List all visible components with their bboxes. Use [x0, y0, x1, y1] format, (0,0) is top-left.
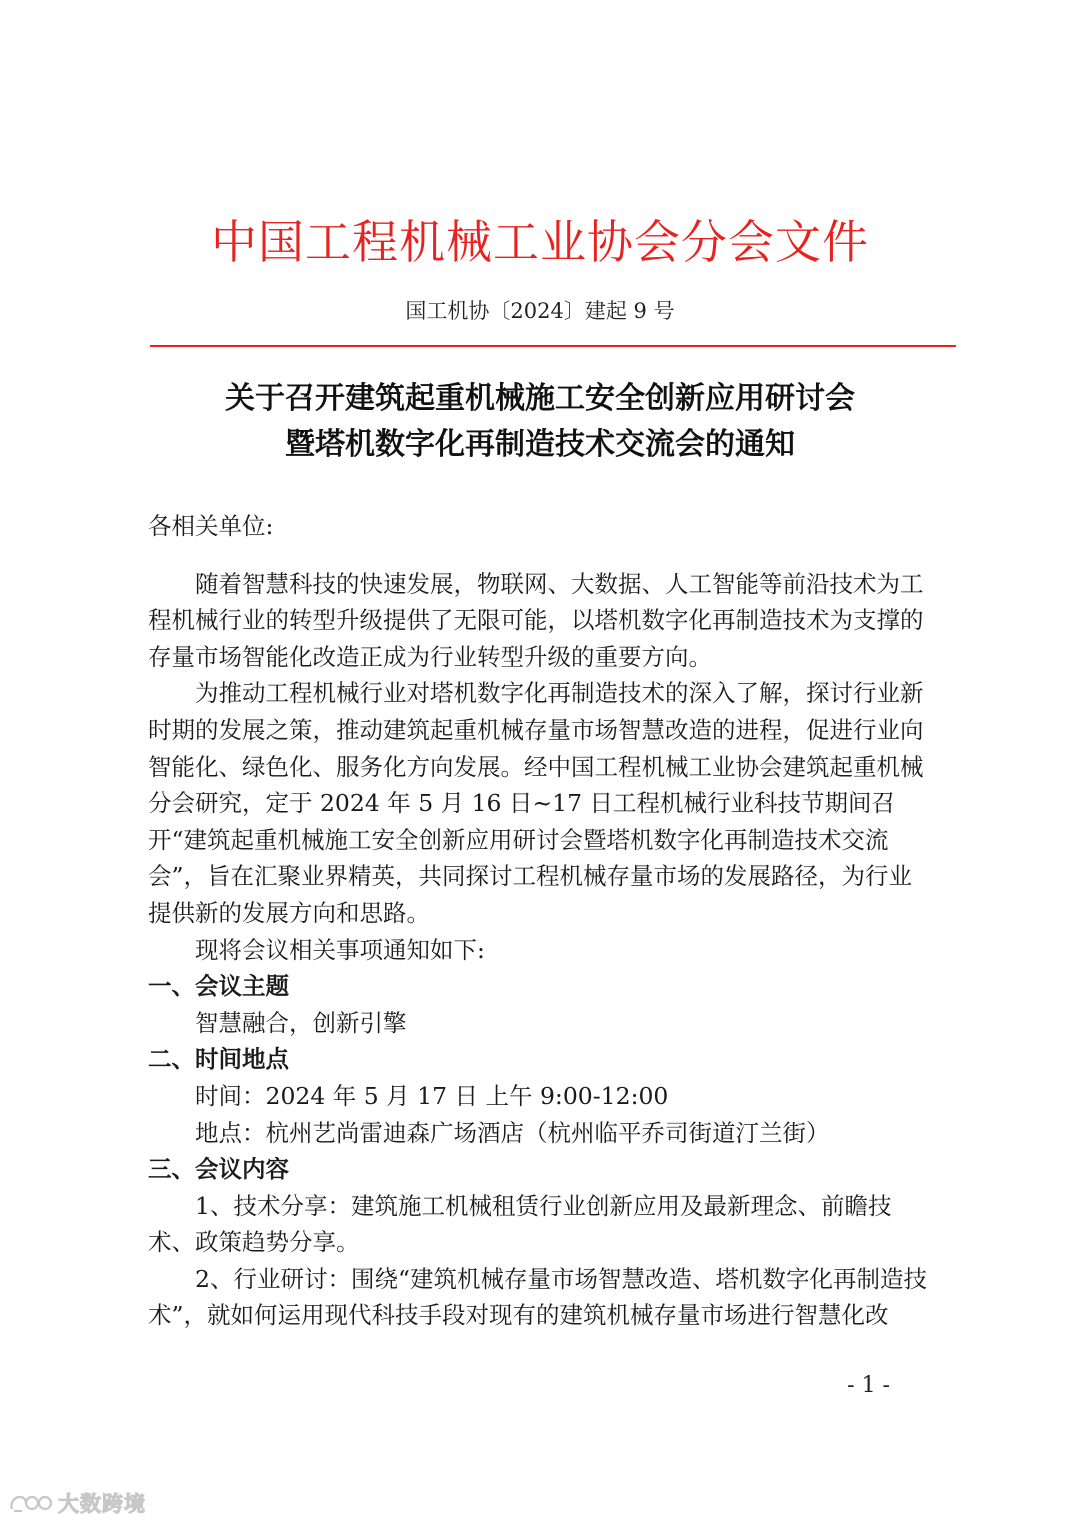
brand-logo-icon: [8, 1491, 54, 1515]
red-divider-line: [150, 345, 956, 347]
watermark: [8, 1488, 146, 1518]
salutation: 各相关单位:: [148, 512, 274, 540]
paragraph-purpose: 为推动工程机械行业对塔机数字化再制造技术的深入了解，探讨行业新时期的发展之策，推动建筑起重机械存量市场智慧改造的进程，促进行业向智能化、绿色化、服务化方向发展。经中国工程机械工业协会建筑起重机械分会研究，定于 2024 年 5 月 16 日~17 日工程机械行业科技节期间召开“建筑起重机械施工安全创新应用研讨会暨塔机数字化再制造技术交流会”，旨在汇聚业界精英，共同探讨工程机械存量市场的发展路径，为行业提供新的发展方向和思路。: [148, 679, 924, 927]
section-heading-time-place: 二、时间地点: [148, 1045, 289, 1074]
meeting-place: 地点：杭州艺尚雷迪森广场酒店（杭州临平乔司街道汀兰街）: [195, 1118, 830, 1147]
notice-title-line-1: 关于召开建筑起重机械施工安全创新应用研讨会: [225, 381, 855, 416]
content-item-2: 2、行业研讨：围绕“建筑机械存量市场智慧改造、塔机数字化再制造技术”，就如何运用现代科技手段对现有的建筑机械存量市场进行智慧化改: [148, 1264, 927, 1330]
meeting-time: 时间：2024 年 5 月 17 日 上午 9:00-12:00: [195, 1081, 669, 1110]
notice-title: [0, 376, 1080, 468]
content-item-1: 1、技术分享：建筑施工机械租赁行业创新应用及最新理念、前瞻技术、政策趋势分享。: [148, 1191, 892, 1257]
meeting-theme: 智慧融合，创新引擎: [195, 1008, 407, 1037]
notice-body: [148, 508, 932, 1334]
section-heading-theme: 一、会议主题: [148, 972, 289, 1001]
org-file-title: 中国工程机械工业协会分会文件: [211, 215, 869, 269]
document-number: 国工机协〔2024〕建起 9 号: [405, 299, 675, 323]
notice-title-line-2: 暨塔机数字化再制造技术交流会的通知: [285, 427, 795, 462]
watermark-text: 大数跨境: [58, 1492, 146, 1516]
page-number: - 1 -: [847, 1373, 890, 1398]
paragraph-announcement: 现将会议相关事项通知如下:: [195, 935, 485, 964]
paragraph-intro: 随着智慧科技的快速发展，物联网、大数据、人工智能等前沿技术为工程机械行业的转型升级提供了无限可能，以塔机数字化再制造技术为支撑的存量市场智能化改造正成为行业转型升级的重要方向。: [148, 569, 924, 671]
section-heading-content: 三、会议内容: [148, 1155, 289, 1184]
